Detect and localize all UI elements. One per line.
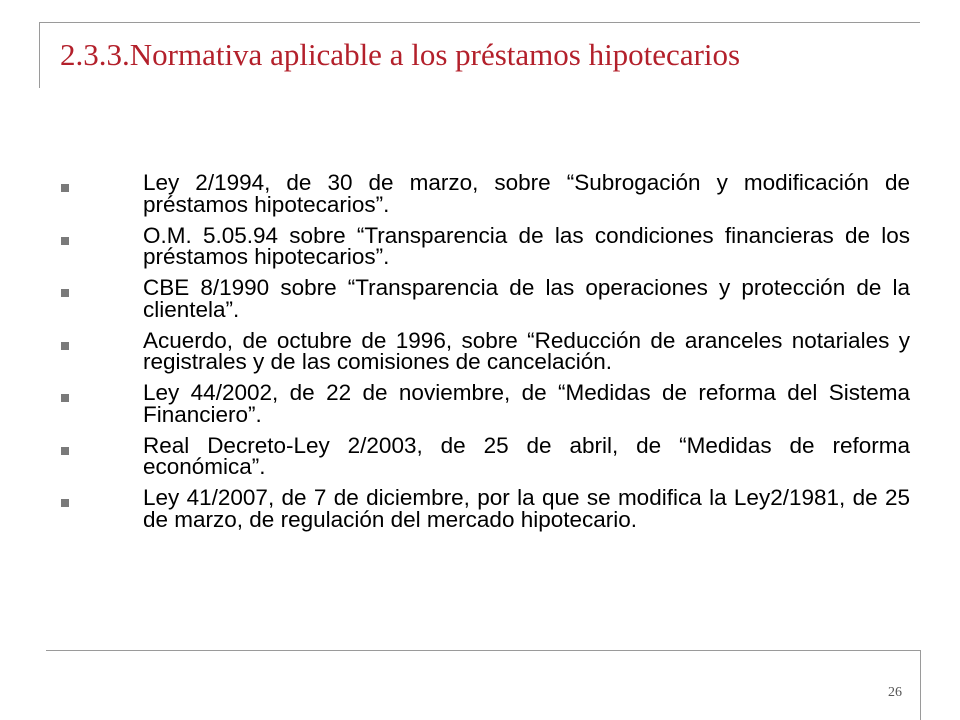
square-bullet-icon [61,289,69,297]
list-item [54,277,910,320]
list-item-text: O.M. 5.05.94 sobre “Transparencia de las condiciones financieras de los préstamos hipotecarios”. [143,222,910,269]
page-number: 26 [888,685,902,700]
square-bullet-icon [61,394,69,402]
list-item-text: Real Decreto-Ley 2/2003, de 25 de abril, de “Medidas de reforma económica”. [143,432,910,479]
square-bullet-icon [61,447,69,455]
footer-right-rule [920,650,921,720]
list-item [54,382,910,425]
list-item-text: Acuerdo, de octubre de 1996, sobre “Reducción de aranceles notariales y registrales y de las comisiones de cancelación. [143,327,910,374]
square-bullet-icon [61,237,69,245]
square-bullet-icon [61,499,69,507]
list-item [54,327,910,374]
square-bullet-icon [61,184,69,192]
title-top-rule [39,22,920,23]
footer-rule [46,650,920,651]
list-item-text: Ley 2/1994, de 30 de marzo, sobre “Subrogación y modificación de préstamos hipotecarios”. [143,170,910,217]
list-item [54,487,910,530]
list-item-text: Ley 44/2002, de 22 de noviembre, de “Medidas de reforma del Sistema Financiero”. [143,380,910,427]
list-item-text: CBE 8/1990 sobre “Transparencia de las operaciones y protección de la clientela”. [143,275,910,322]
square-bullet-icon [61,342,69,350]
list-item-text: Ley 41/2007, de 7 de diciembre, por la que se modifica la Ley2/1981, de 25 de marzo, de regulación del mercado hipotecario. [143,485,910,532]
list-item [54,222,910,269]
bullet-list [54,172,910,540]
title-left-rule [39,22,40,88]
list-item [54,172,910,215]
list-item [54,432,910,479]
slide-title: 2.3.3.Normativa aplicable a los préstamos hipotecarios [60,37,741,72]
